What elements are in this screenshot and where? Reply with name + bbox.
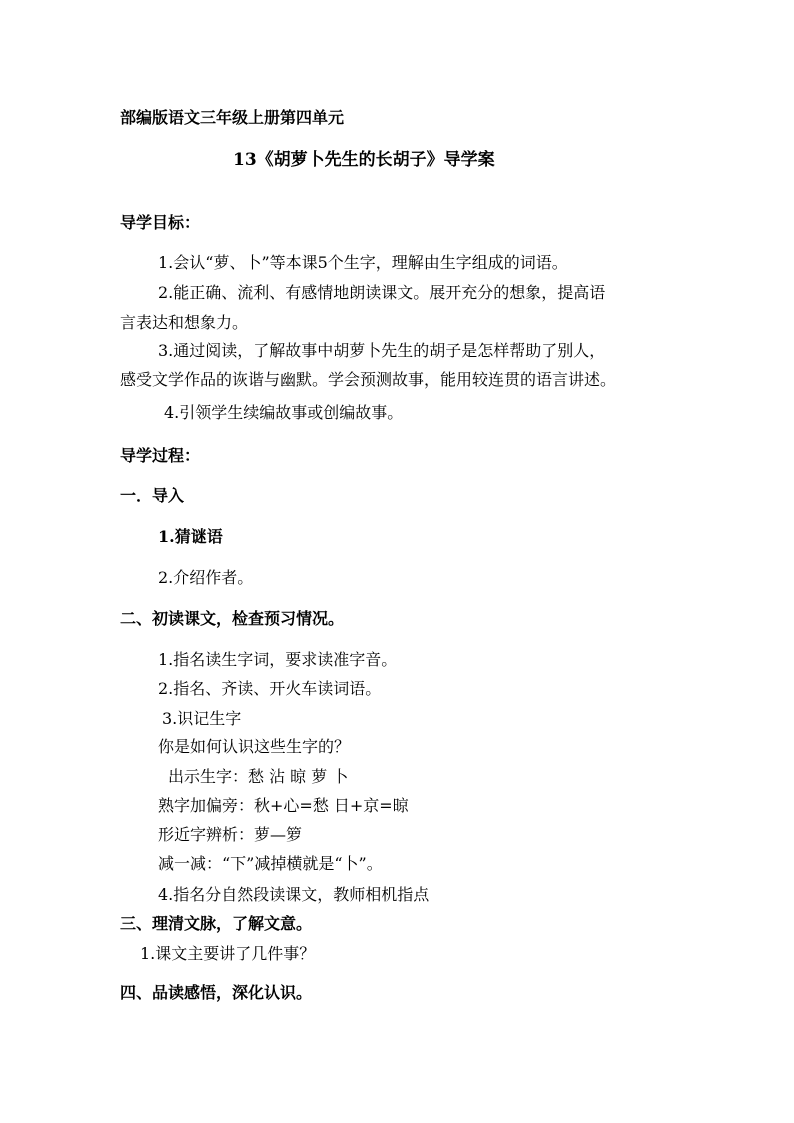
section-2-line-7: 形近字辨析：萝—箩	[158, 825, 303, 844]
section-2-heading: 二、初读课文，检查预习情况。	[120, 609, 345, 628]
goal-item-3: 3.通过阅读，了解故事中胡萝卜先生的胡子是怎样帮助了别人，	[158, 341, 606, 360]
section-2-line-2: 2.指名、齐读、开火车读词语。	[158, 679, 382, 698]
section-2-line-8: 减一减：“下”减掉横就是“卜”。	[158, 854, 383, 873]
goal-item-3-cont: 感受文学作品的诙谐与幽默。学会预测故事，能用较连贯的语言讲述。	[120, 370, 617, 389]
section-1-heading: 一．导入	[120, 486, 185, 505]
section-2-line-3: 3.识记生字	[162, 709, 242, 728]
section-2-line-5: 出示生字：愁 沾 晾 萝 卜	[168, 767, 349, 786]
document-header: 部编版语文三年级上册第四单元	[120, 108, 345, 127]
section-4-heading: 四、品读感悟，深化认识。	[120, 983, 313, 1002]
section-1-item-1: 1.猜谜语	[158, 527, 223, 546]
goal-item-2-cont: 言表达和想象力。	[120, 313, 249, 332]
goal-item-1: 1.会认“萝、卜”等本课5个生字，理解由生字组成的词语。	[158, 253, 568, 272]
section-2-line-1: 1.指名读生字词，要求读准字音。	[158, 650, 398, 669]
section-2-line-4: 你是如何认识这些生字的？	[158, 737, 351, 756]
document-title: 13《胡萝卜先生的长胡子》导学案	[233, 150, 495, 170]
section-2-line-9: 4.指名分自然段读课文，教师相机指点	[158, 885, 430, 904]
section-3-heading: 三、理清文脉，了解文意。	[120, 914, 313, 933]
section-2-line-6: 熟字加偏旁：秋+心=愁 日+京=晾	[158, 796, 409, 815]
goals-heading: 导学目标：	[120, 213, 201, 232]
section-1-item-2: 2.介绍作者。	[158, 568, 254, 587]
process-heading: 导学过程：	[120, 446, 201, 465]
section-3-item-1: 1.课文主要讲了几件事？	[140, 944, 316, 963]
goal-item-2: 2.能正确、流利、有感情地朗读课文。展开充分的想象，提高语	[158, 283, 606, 302]
goal-item-4: 4.引领学生续编故事或创编故事。	[164, 403, 404, 422]
